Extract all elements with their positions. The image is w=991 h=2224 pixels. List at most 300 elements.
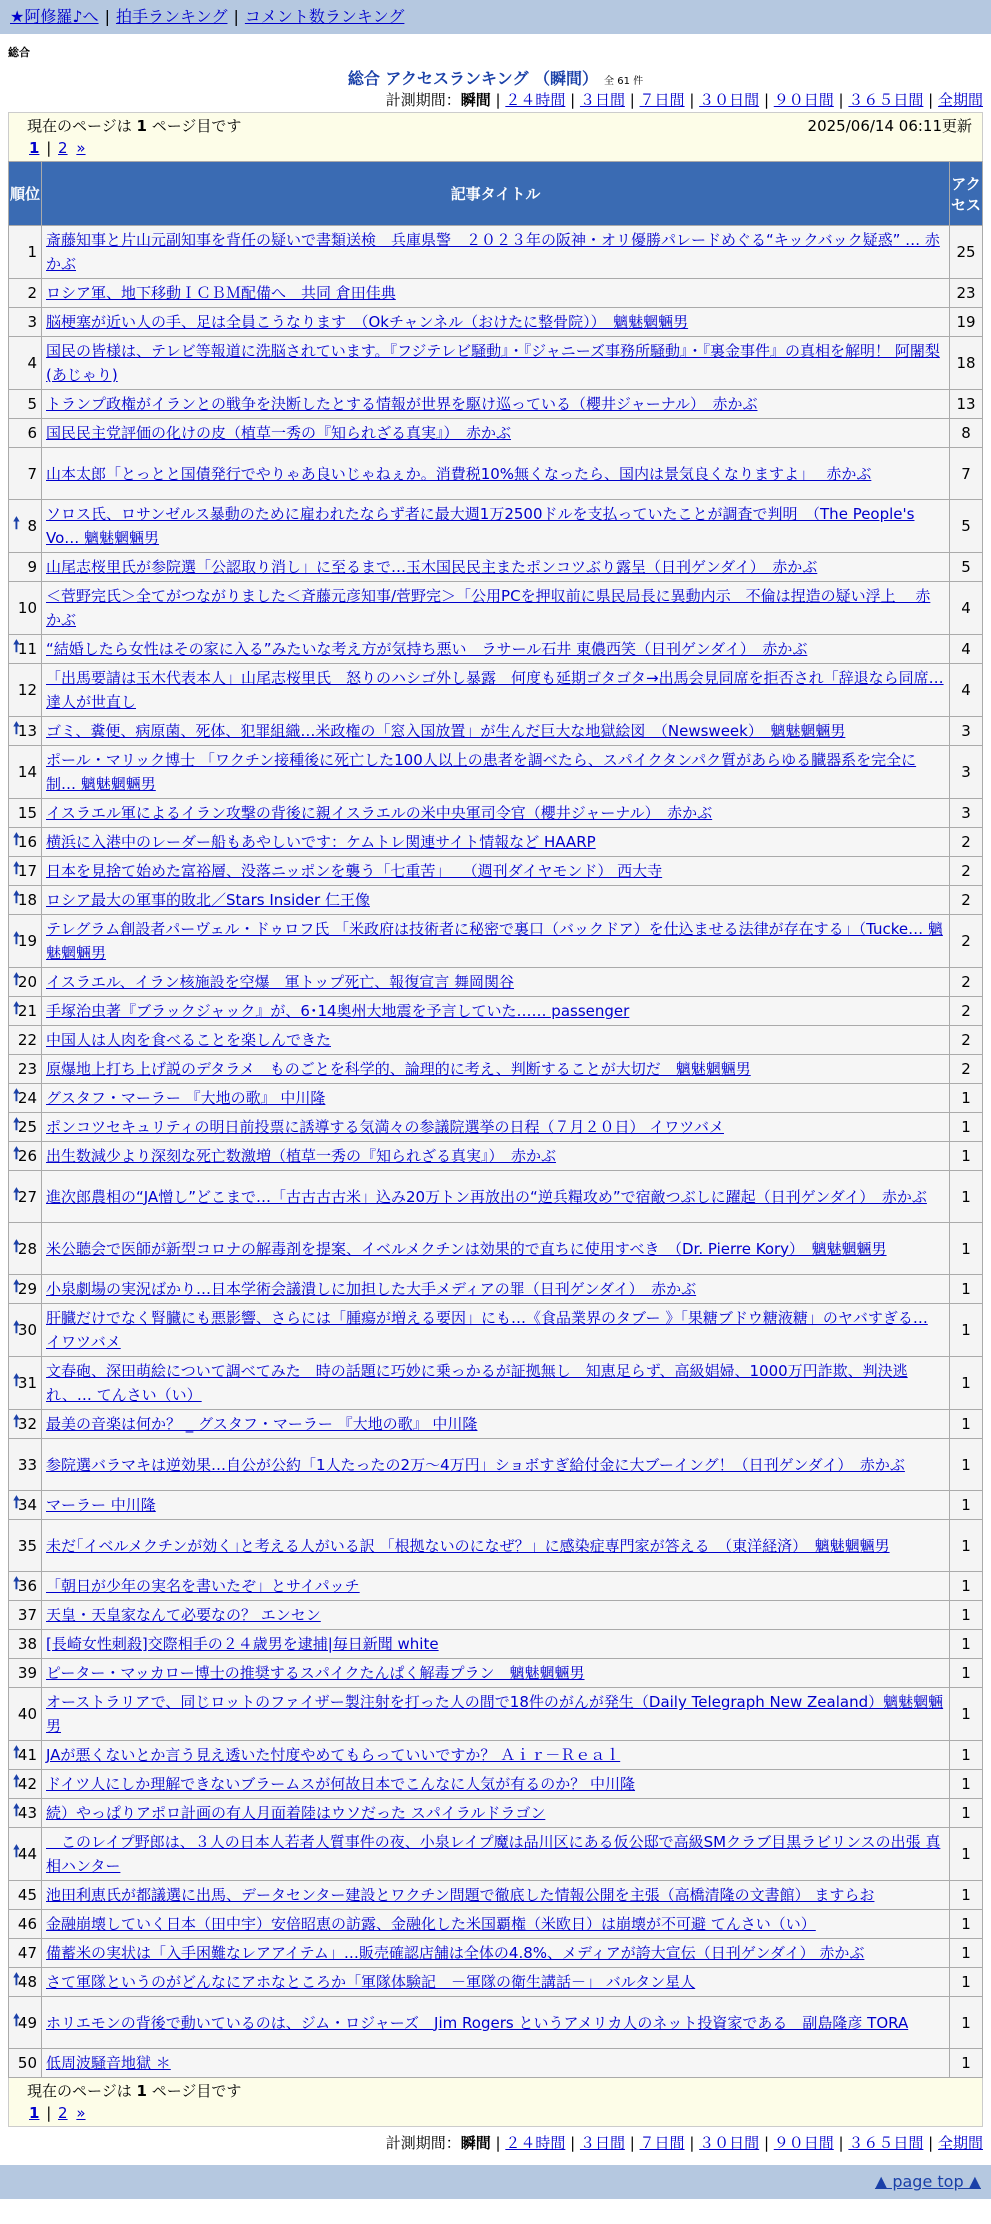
rank-number: 36 [17,1577,37,1595]
rank-cell [9,1741,42,1770]
up-arrow-icon: 🠕 [13,928,20,948]
table-row [9,1520,983,1572]
table-row [9,279,983,308]
rank-number: 17 [17,862,37,880]
title-cell [42,1997,950,2049]
access-count: 1 [950,1770,983,1799]
period-link-6-bottom[interactable]: 全期間 [937,2134,983,2152]
rank-cell [9,1171,42,1223]
article-link[interactable]: ポール・マリック博士 「ワクチン接種後に死亡した100人以上の患者を調べたら、スパイクタンパク質があらゆる臓器系を完全に制… 魑魅魍魎男 [46,751,917,793]
up-arrow-icon: 🠕 [13,513,20,533]
title-cell [42,746,950,799]
title-cell [42,799,950,828]
rank-number: 12 [17,681,37,699]
rank-cell [9,857,42,886]
article-link[interactable]: 中国人は人肉を食べることを楽しんできた [46,1031,332,1049]
up-arrow-icon: 🠕 [13,858,20,878]
table-row [9,1142,983,1171]
title-cell [42,1659,950,1688]
article-link[interactable]: 日本を見捨て始めた富裕層、没落ニッポンを襲う「七重苦」 （週刊ダイヤモンド） 西大寺 [46,862,663,880]
period-link-5[interactable]: ３６５日間 [848,91,924,109]
rank-number: 26 [17,1147,37,1165]
access-count: 3 [950,717,983,746]
period-link-0[interactable]: ２４時間 [505,91,566,109]
table-row [9,635,983,664]
up-arrow-icon: 🠕 [13,1085,20,1105]
rank-cell [9,828,42,857]
rank-number: 39 [17,1664,37,1682]
access-count: 1 [950,1910,983,1939]
article-link[interactable]: さて軍隊というのがどんなにアホなところか「軍隊体験記 －軍隊の衛生講話－」 バルタン星人 [46,1973,696,1991]
access-count: 1 [950,1113,983,1142]
rank-number: 46 [17,1915,37,1933]
table-row [9,2049,983,2078]
title-cell [42,337,950,390]
title-cell [42,1223,950,1275]
title-cell [42,1304,950,1357]
rank-number: 20 [17,973,37,991]
access-count: 1 [950,1997,983,2049]
rank-cell [9,1688,42,1741]
access-count: 4 [950,635,983,664]
rank-number: 14 [17,763,37,781]
rank-cell [9,1026,42,1055]
rank-number: 48 [17,1973,37,1991]
table-row [9,1410,983,1439]
page-title: 総合 アクセスランキング （瞬間） 全 61 件 [347,69,644,88]
rank-cell [9,635,42,664]
page-2-link[interactable]: 2 [58,139,68,157]
access-count: 3 [950,799,983,828]
article-link[interactable]: 備蓄米の実状は「入手困難なレアアイテム」…販売確認店舗は全体の4.8%、メディアが誇大宣伝（日刊ゲンダイ） 赤かぶ [46,1944,865,1962]
up-arrow-icon: 🠕 [13,1492,20,1512]
title-cell [42,1939,950,1968]
pager-top: 現在のページは 1 ページ目です 2025/06/14 06:11更新 1 | 2 » [8,112,983,161]
bottom-bar [0,2165,991,2199]
header-rank: 順位 [9,162,42,226]
period-link-3[interactable]: ３０日間 [699,91,760,109]
period-link-4-bottom[interactable]: ９０日間 [773,2134,834,2152]
title-cell [42,1601,950,1630]
rank-cell [9,1997,42,2049]
rank-cell [9,1410,42,1439]
table-row [9,717,983,746]
total-count: 全 61 件 [604,76,644,87]
table-row [9,1439,983,1491]
title-cell [42,390,950,419]
table-row [9,1223,983,1275]
rank-cell [9,448,42,500]
period-link-3-bottom[interactable]: ３０日間 [699,2134,760,2152]
table-row [9,1659,983,1688]
ranking-table [8,161,983,2078]
table-row [9,1688,983,1741]
page-1-link[interactable]: 1 [29,139,40,157]
rank-cell [9,1572,42,1601]
access-count: 25 [950,226,983,279]
rank-cell [9,500,42,553]
title-cell [42,226,950,279]
up-arrow-icon: 🠕 [13,1370,20,1390]
title-cell [42,308,950,337]
rank-number: 4 [27,354,37,372]
up-arrow-icon: 🠕 [13,1800,20,1820]
access-count: 1 [950,1659,983,1688]
article-link[interactable]: 「出馬要請は玉木代表本人」山尾志桜里氏 怒りのハシゴ外し暴露 何度も延期ゴタゴタ→出馬会見同席を拒否され「辞退なら同席… 達人が世直し [46,669,944,711]
title-cell [42,1491,950,1520]
access-count: 1 [950,1491,983,1520]
table-row [9,582,983,635]
period-label: 計測期間： [385,2134,461,2152]
page-top-link[interactable]: ▲ page top ▲ [874,2172,981,2191]
article-link[interactable]: 未だ｢イベルメクチンが効く｣と考える人がいる訳 「根拠ないのになぜ？」に感染症専門家が答える （東洋経済） 魑魅魍魎男 [46,1536,890,1555]
rank-number: 32 [17,1415,37,1433]
up-arrow-icon: 🠕 [13,1411,20,1431]
article-link[interactable]: 文春砲、深田萌絵について調べてみた 時の話題に巧妙に乗っかるが証拠無し 知恵足らず、高級娼婦、1000万円詐欺、判決逃れ、… てんさい（い） [46,1362,908,1404]
access-count: 23 [950,279,983,308]
period-link-0-bottom[interactable]: ２４時間 [505,2134,566,2152]
period-link-1[interactable]: ３日間 [579,91,625,109]
up-arrow-icon: 🠕 [13,1236,20,1255]
access-count: 13 [950,390,983,419]
article-link[interactable]: 続）やっぱりアポロ計画の有人月面着陸はウソだった スパイラルドラゴン [46,1804,546,1822]
title-cell [42,1881,950,1910]
rank-cell [9,1659,42,1688]
home-link[interactable]: ★阿修羅♪へ [10,7,99,26]
article-link[interactable]: 斎藤知事と片山元副知事を背任の疑いで書類送検 兵庫県警 ２０２３年の阪神・オリ優勝パレードめぐる“キックバック疑惑” … 赤かぶ [46,231,940,273]
article-link[interactable]: 米公聴会で医師が新型コロナの解毒剤を提案、イベルメクチンは効果的で直ちに使用すべき （Dr. Pierre Kory） 魑魅魍魎男 [46,1239,887,1258]
table-row [9,308,983,337]
article-link[interactable]: グスタフ・マーラー 『大地の歌』 中川隆 [46,1089,326,1107]
article-link[interactable]: 肝臓だけでなく腎臓にも悪影響、さらには「腫瘍が増える要因」にも…《食品業界のタブー 》「果糖ブドウ糖液糖」のヤバすぎる… イワツバメ [46,1309,928,1351]
access-count: 4 [950,582,983,635]
rank-cell [9,1939,42,1968]
table-row [9,886,983,915]
rank-cell [9,1828,42,1881]
article-link[interactable]: マーラー 中川隆 [46,1496,156,1514]
rank-cell [9,968,42,997]
rank-cell [9,1084,42,1113]
article-link[interactable]: 天皇・天皇家なんて必要なの？ エンセン [46,1606,321,1624]
article-link[interactable]: 山本太郎「とっとと国債発行でやりゃあ良いじゃねぇか。消費税10%無くなったら、国内は景気良くなりますよ」 赤かぶ [46,464,872,483]
article-link[interactable]: ポンコツセキュリティの明日前投票に誘導する気満々の参議院選挙の日程（７月２０日） イワツバメ [46,1118,724,1136]
rank-cell [9,915,42,968]
rank-number: 9 [27,558,37,576]
title-cell [42,279,950,308]
period-current: 瞬間 [460,91,491,109]
period-link-2[interactable]: ７日間 [639,91,685,109]
up-arrow-icon: 🠕 [13,636,20,656]
rank-cell [9,1142,42,1171]
up-arrow-icon: 🠕 [13,1573,20,1593]
title-cell [42,1275,950,1304]
rank-number: 27 [17,1187,37,1206]
rank-cell [9,717,42,746]
page-1-link-bottom[interactable]: 1 [29,2104,40,2122]
article-link[interactable]: 出生数減少より深刻な死亡数激増（植草一秀の『知られざる真実』） 赤かぶ [46,1147,557,1165]
rank-number: 33 [17,1455,37,1474]
rank-cell [9,997,42,1026]
article-link[interactable]: ホリエモンの背後で動いているのは、ジム・ロジャーズ Jim Rogers というアメリカ人のネット投資家である 副島隆彦 TORA [46,2013,909,2032]
period-link-2-bottom[interactable]: ７日間 [639,2134,685,2152]
table-row [9,553,983,582]
access-count: 7 [950,448,983,500]
table-row [9,1939,983,1968]
access-count: 1 [950,1357,983,1410]
title-cell [42,915,950,968]
title-cell [42,1026,950,1055]
access-count: 1 [950,1968,983,1997]
next-page-link-bottom[interactable]: » [76,2104,86,2122]
article-link[interactable]: 池田利恵氏が都議選に出馬、データセンター建設とワクチン問題で徹底した情報公開を主張（高橋清隆の文書館） ますらお [46,1886,875,1904]
up-arrow-icon: 🠕 [13,887,20,907]
table-row [9,1171,983,1223]
title-cell [42,419,950,448]
period-link-4[interactable]: ９０日間 [773,91,834,109]
rank-cell [9,1223,42,1275]
article-link[interactable]: 国民民主党評価の化けの皮（植草一秀の『知られざる真実』） 赤かぶ [46,424,512,442]
access-count: 1 [950,1084,983,1113]
rank-number: 30 [17,1321,37,1339]
updated-time: 2025/06/14 06:11更新 [807,117,972,135]
article-link[interactable]: 小泉劇場の実況ばかり…日本学術会議潰しに加担した大手メディアの罪（日刊ゲンダイ） 赤かぶ [46,1280,697,1298]
pager-bottom: 現在のページは 1 ページ目です 1 | 2 » [8,2078,983,2127]
rank-cell [9,279,42,308]
up-arrow-icon: 🠕 [13,1143,20,1163]
rank-number: 23 [17,1060,37,1078]
access-count: 1 [950,1939,983,1968]
rank-number: 35 [17,1536,37,1555]
up-arrow-icon: 🠕 [13,718,20,738]
rank-number: 47 [17,1944,37,1962]
article-link[interactable]: テレグラム創設者パーヴェル・ドゥロフ氏 「米政府は技術者に秘密で裏口（バックドア）を仕込ませる法律が存在する」（Tucke… 魑魅魍魎男 [46,920,943,962]
access-count: 1 [950,1799,983,1828]
title-cell [42,2049,950,2078]
article-link[interactable]: 進次郎農相の“JA憎し”どこまで…「古古古古米」込み20万トン再放出の“逆兵糧攻め”で宿敵つぶしに躍起（日刊ゲンダイ） 赤かぶ [46,1187,927,1206]
access-count: 1 [950,1601,983,1630]
rank-cell [9,1881,42,1910]
table-row [9,226,983,279]
title-cell [42,664,950,717]
rank-cell [9,308,42,337]
table-row [9,448,983,500]
rank-cell [9,419,42,448]
title-cell [42,582,950,635]
article-link[interactable]: 手塚治虫著『ブラックジャック』が、6･14奥州大地震を予言していた…… passenger [46,1002,630,1020]
up-arrow-icon: 🠕 [13,1317,20,1337]
rank-cell [9,1799,42,1828]
clap-ranking-link[interactable]: 拍手ランキング [115,7,228,26]
table-row [9,1828,983,1881]
article-link[interactable]: ドイツ人にしか理解できないブラームスが何故日本でこんなに人気が有るのか？ 中川隆 [46,1775,636,1793]
title-cell [42,500,950,553]
table-row [9,1601,983,1630]
article-link[interactable]: ソロス氏、ロサンゼルス暴動のために雇われたならず者に最大週1万2500ドルを支払っていたことが調査で判明 （The People's Vo… 魑魅魍魎男 [46,505,915,547]
article-link[interactable]: オーストラリアで、同じロットのファイザー製注射を打った人の間で18件のがんが発生（Daily Telegraph New Zealand）魑魅魍魎男 [46,1693,944,1735]
rank-cell [9,1601,42,1630]
article-link[interactable]: [長崎女性刺殺]交際相手の２４歳男を逮捕|毎日新聞 white [46,1635,439,1653]
title-cell [42,1968,950,1997]
article-link[interactable]: ロシア軍、地下移動ＩＣＢＭ配備へ 共同 倉田佳典 [46,284,396,302]
article-link[interactable]: ゴミ、糞便、病原菌、死体、犯罪組織…米政権の「窓入国放置」が生んだ巨大な地獄絵図 （Newsweek） 魑魅魍魎男 [46,722,846,740]
article-link[interactable]: JAが悪くないとか言う見え透いた忖度やめてもらっていいですか？ Ａｉｒ－Ｒｅａｌ [46,1746,621,1764]
table-row [9,1357,983,1410]
rank-cell [9,553,42,582]
rank-number: 15 [17,804,37,822]
rank-cell [9,1968,42,1997]
rank-number: 5 [27,395,37,413]
rank-number: 7 [27,464,37,483]
title-cell [42,1910,950,1939]
title-cell [42,1520,950,1572]
rank-number: 19 [17,932,37,950]
rank-number: 18 [17,891,37,909]
up-arrow-icon: 🠕 [13,1184,20,1203]
title-cell [42,448,950,500]
article-link[interactable]: 金融崩壊していく日本（田中宇）安倍昭恵の訪露、金融化した米国覇権（米欧日）は崩壊が不可避 てんさい（い） [46,1915,816,1933]
up-arrow-icon: 🠕 [13,1771,20,1791]
period-link-5-bottom[interactable]: ３６５日間 [848,2134,924,2152]
table-row [9,1799,983,1828]
article-link[interactable]: 国民の皆様は、テレビ等報道に洗脳されています。『フジテレビ騒動』・『ジャニーズ事務所騒動』・『裏金事件』の真相を解明！ 阿闍梨(あじゃり) [46,342,940,384]
table-row [9,500,983,553]
up-arrow-icon: 🠕 [13,829,20,849]
table-row [9,1881,983,1910]
access-count: 19 [950,308,983,337]
article-link[interactable]: 脳梗塞が近い人の手、足は全員こうなります （Okチャンネル（おけたに整骨院）） 魑魅魍魎男 [46,313,689,331]
rank-cell [9,1055,42,1084]
table-row [9,1084,983,1113]
title-cell [42,1113,950,1142]
rank-cell [9,1304,42,1357]
rank-number: 3 [27,313,37,331]
article-link[interactable]: 横浜に入港中のレーダー船もあやしいです：ケムトレ関連サイト情報など HAARP [46,833,596,851]
rank-cell [9,886,42,915]
rank-cell [9,390,42,419]
access-count: 1 [950,1520,983,1572]
rank-number: 38 [17,1635,37,1653]
access-count: 1 [950,1741,983,1770]
table-row [9,997,983,1026]
access-count: 3 [950,746,983,799]
period-link-6[interactable]: 全期間 [937,91,983,109]
top-nav: ★阿修羅♪へ | 拍手ランキング | コメント数ランキング [0,0,991,34]
rank-number: 50 [17,2054,37,2072]
rank-number: 31 [17,1374,37,1392]
table-row [9,1304,983,1357]
up-arrow-icon: 🠕 [13,1969,20,1989]
article-link[interactable]: ピーター・マッカロー博士の推奨するスパイクたんぱく解毒プラン 魑魅魍魎男 [46,1664,585,1682]
article-link[interactable]: “結婚したら女性はその家に入る”みたいな考え方が気持ち悪い ラサール石井 東儂西笑（日刊ゲンダイ） 赤かぶ [46,640,808,658]
title-cell [42,1828,950,1881]
table-row [9,915,983,968]
title-cell [42,828,950,857]
table-row [9,1630,983,1659]
table-row [9,746,983,799]
rank-number: 49 [17,2013,37,2032]
access-count: 1 [950,2049,983,2078]
access-count: 1 [950,1223,983,1275]
period-selector-bottom: 計測期間：瞬間 | ２４時間 | ３日間 | ７日間 | ３０日間 | ９０日間 | ３６５日間 | 全期間 [385,2134,983,2152]
title-cell [42,1741,950,1770]
up-arrow-icon: 🠕 [13,1276,20,1296]
rank-number: 45 [17,1886,37,1904]
title-cell [42,635,950,664]
article-link[interactable]: イスラエル、イラン核施設を空爆 軍トップ死亡、報復宣言 舞岡関谷 [46,973,514,991]
title-cell [42,1439,950,1491]
article-link[interactable]: 最美の音楽は何か？ _ グスタフ・マーラー 『大地の歌』 中川隆 [46,1415,478,1433]
category-label: 総合 [8,46,30,59]
rank-number: 34 [17,1496,37,1514]
rank-number: 25 [17,1118,37,1136]
article-link[interactable]: 「朝日が少年の実名を書いたぞ」とサイパッチ [46,1577,360,1595]
access-count: 1 [950,1828,983,1881]
title-cell [42,857,950,886]
title-cell [42,1572,950,1601]
page-2-link-bottom[interactable]: 2 [58,2104,68,2122]
rank-number: 10 [17,599,37,617]
title-cell [42,886,950,915]
rank-cell [9,1275,42,1304]
article-link[interactable]: ロシア最大の軍事的敗北／Stars Insider 仁王像 [46,891,370,909]
table-row [9,390,983,419]
rank-cell [9,582,42,635]
title-cell [42,1410,950,1439]
table-row [9,1997,983,2049]
next-page-link[interactable]: » [76,139,86,157]
article-link[interactable]: トランプ政権がイランとの戦争を決断したとする情報が世界を駆け巡っている（櫻井ジャーナル） 赤かぶ [46,395,758,413]
title-cell [42,553,950,582]
title-cell [42,1142,950,1171]
article-link[interactable]: 低周波騒音地獄 ＊ [46,2054,171,2072]
rank-number: 40 [17,1705,37,1723]
access-count: 5 [950,553,983,582]
table-row [9,1275,983,1304]
rank-cell [9,746,42,799]
access-count: 8 [950,419,983,448]
rank-number: 6 [27,424,37,442]
rank-number: 37 [17,1606,37,1624]
table-row [9,1113,983,1142]
article-link[interactable]: ＜菅野完氏＞全てがつながりました＜斉藤元彦知事/菅野完＞「公用PCを押収前に県民局長に異動内示 不倫は捏造の疑い浮上 赤かぶ [46,587,931,629]
header-title: 記事タイトル [42,162,950,226]
page-status-bottom: 現在のページは 1 ページ目です [27,2082,242,2100]
up-arrow-icon: 🠕 [13,969,20,989]
article-link[interactable]: 参院選バラマキは逆効果…自公が公約「1人たったの2万～4万円」ショボすぎ給付金に大ブーイング！（日刊ゲンダイ） 赤かぶ [46,1455,905,1474]
access-count: 1 [950,1410,983,1439]
article-link[interactable]: イスラエル軍によるイラン攻撃の背後に親イスラエルの米中央軍司令官（櫻井ジャーナル） 赤かぶ [46,804,713,822]
access-count: 2 [950,1055,983,1084]
table-row [9,1968,983,1997]
rank-number: 2 [27,284,37,302]
article-link[interactable]: 山尾志桜里氏が参院選「公認取り消し」に至るまで…玉木国民民主またポンコツぶり露呈（日刊ゲンダイ） 赤かぶ [46,558,818,576]
rank-cell [9,1357,42,1410]
comment-ranking-link[interactable]: コメント数ランキング [244,7,405,26]
title-cell [42,1799,950,1828]
article-link[interactable]: 原爆地上打ち上げ説のデタラメ ものごとを科学的、論理的に考え、判断することが大切だ 魑魅魍魎男 [46,1060,751,1078]
access-count: 1 [950,1688,983,1741]
period-link-1-bottom[interactable]: ３日間 [579,2134,625,2152]
rank-cell [9,226,42,279]
access-count: 2 [950,886,983,915]
table-row [9,1026,983,1055]
article-link[interactable]: このレイプ野郎は、３人の日本人若者人質事件の夜、小泉レイプ魔は品川区にある仮公邸で高級SMクラブ目黒ラビリンスの出張 真相ハンター [46,1833,941,1875]
rank-cell [9,799,42,828]
access-count: 1 [950,1304,983,1357]
rank-number: 16 [17,833,37,851]
title-cell [42,1630,950,1659]
up-arrow-icon: 🠕 [13,998,20,1018]
